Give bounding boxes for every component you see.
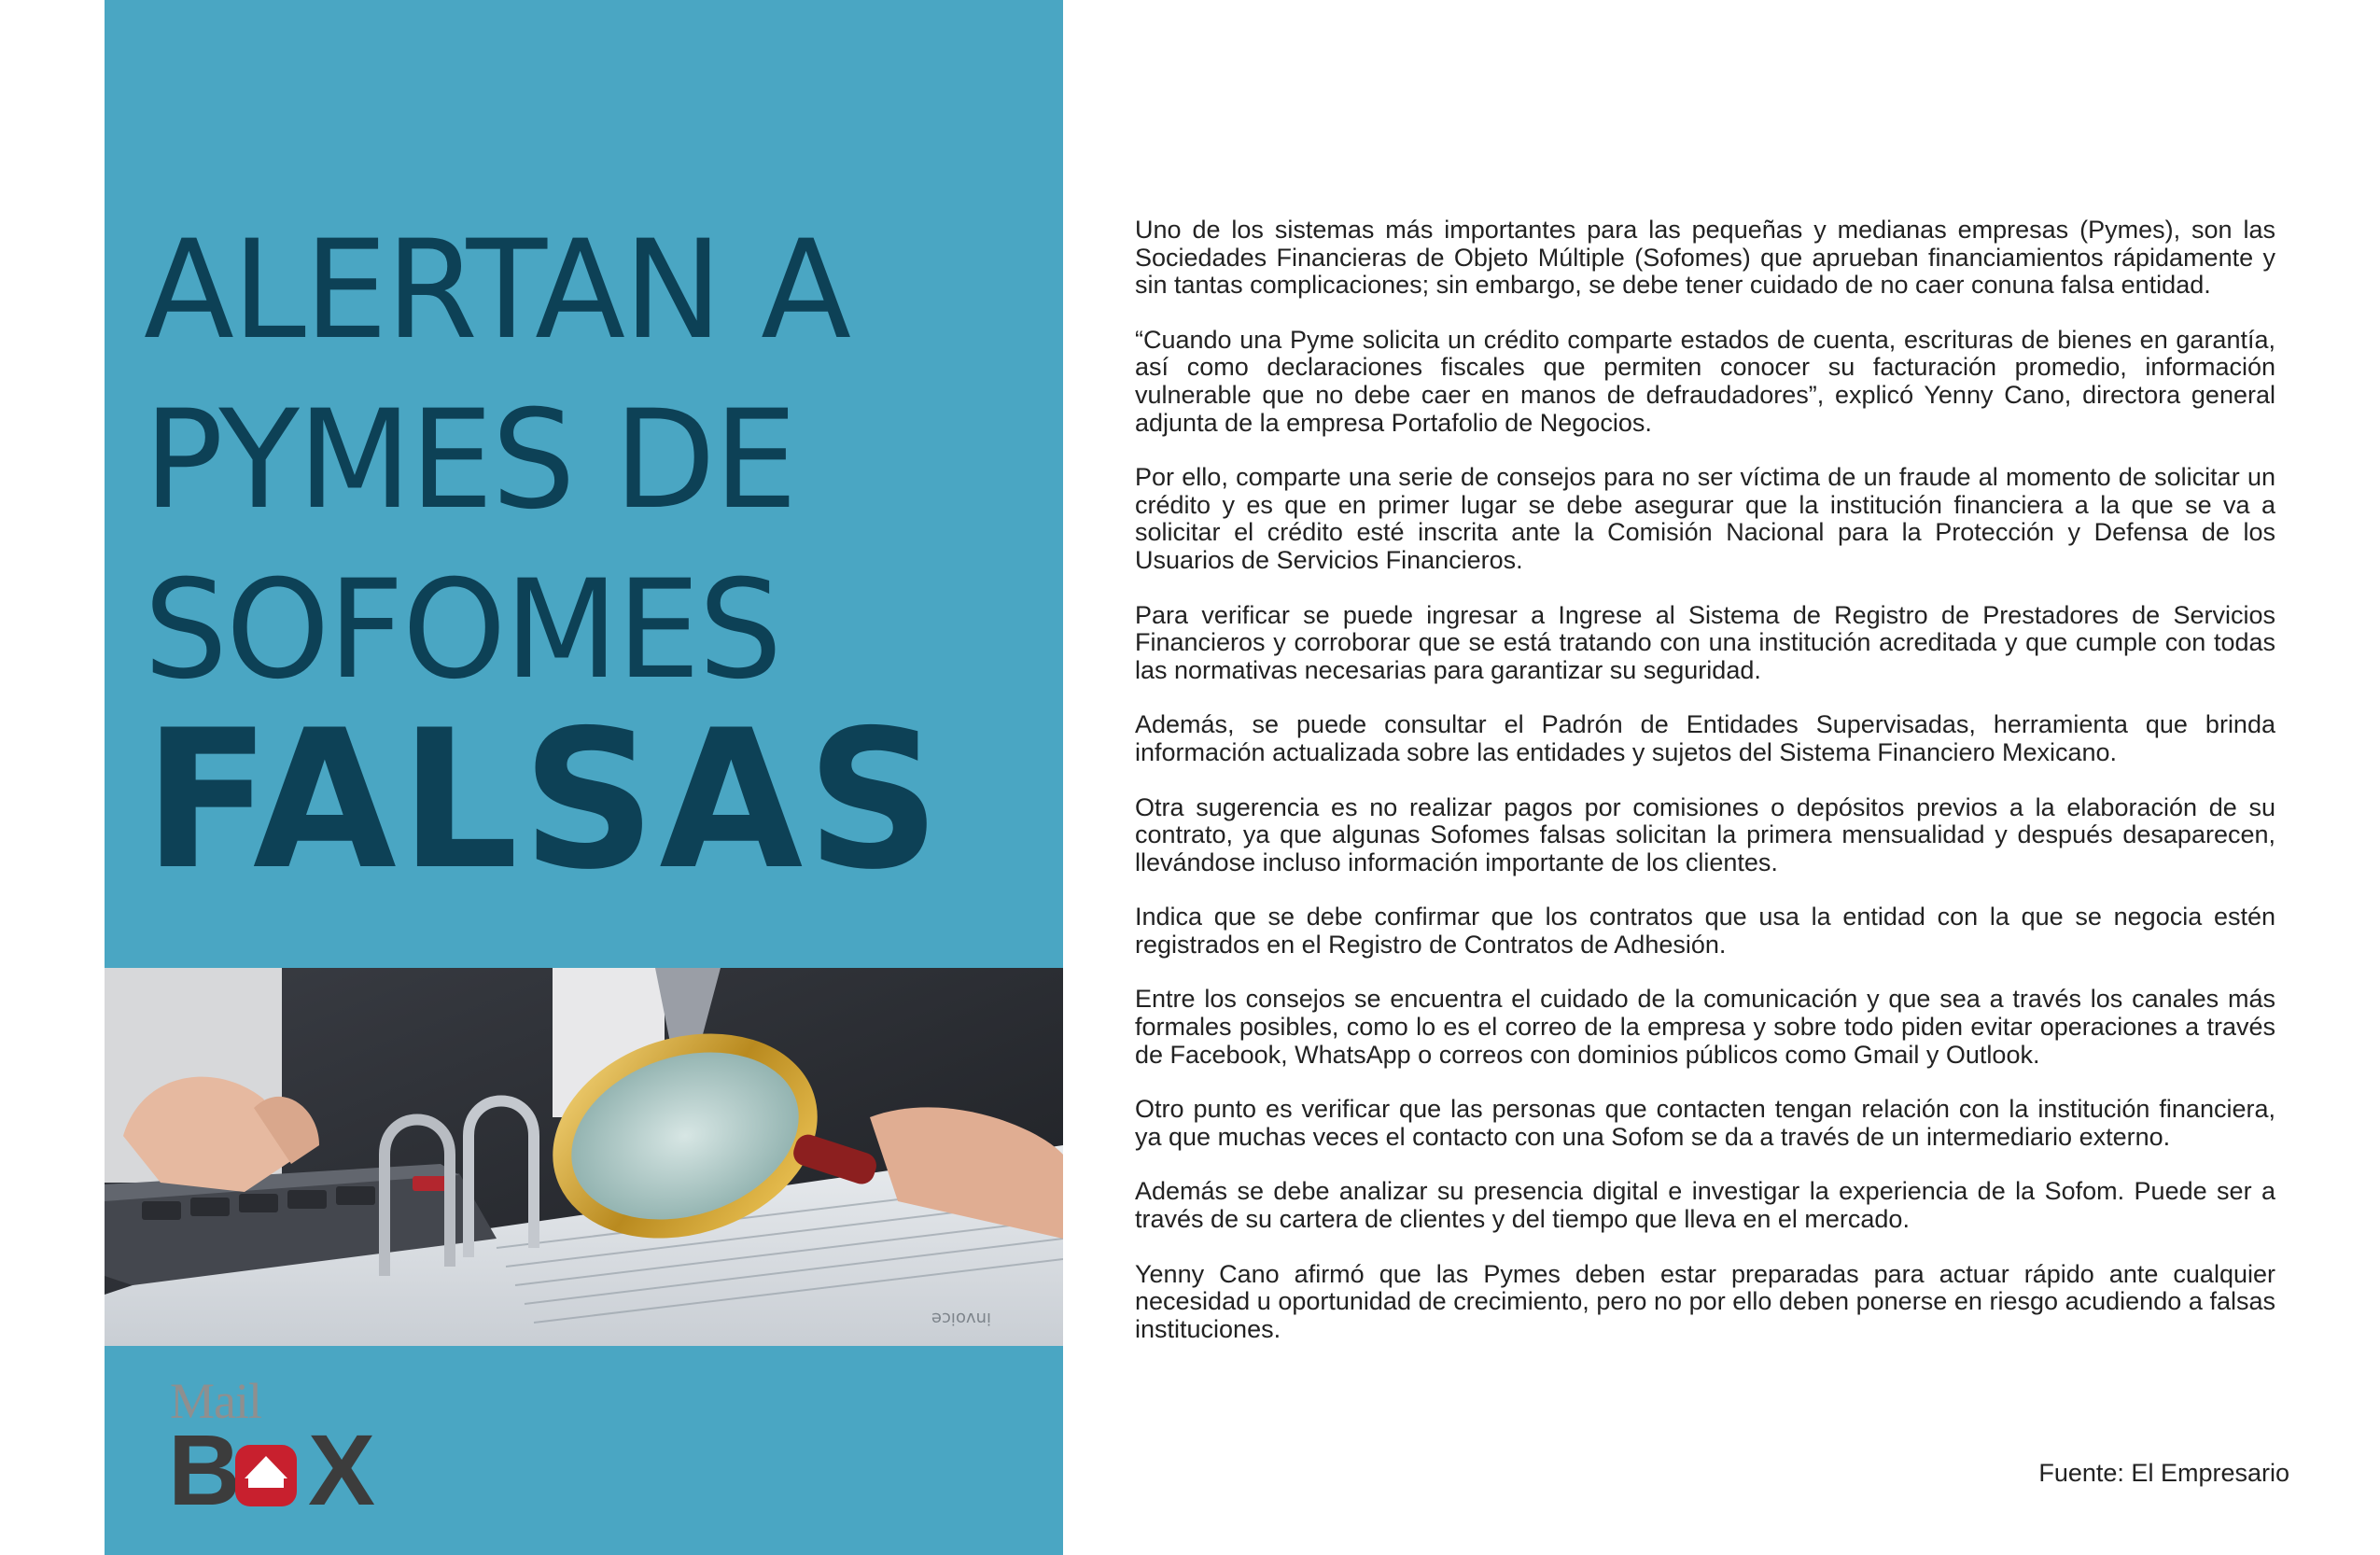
article-paragraph-7: Indica que se debe confirmar que los contratos que usa la entidad con la que se negocia estén registrados en el Registro de Contratos de Adhesión. xyxy=(1135,903,2275,959)
article-paragraph-10: Además se debe analizar su presencia digital e investigar la experiencia de la Sofom. Puede ser a través de su cartera de clientes y del tiempo que lleva en el mercado. xyxy=(1135,1177,2275,1234)
headline-line-3: SOFOMES xyxy=(144,551,781,709)
source-credit: Fuente: El Empresario xyxy=(2038,1459,2289,1487)
cover-panel xyxy=(105,0,1063,1555)
article-paragraph-2: “Cuando una Pyme solicita un crédito comparte estados de cuenta, escrituras de bienes en garantía, así como declaraciones fiscales que permiten conocer su facturación promedio, información vulnerable que no debe caer en manos de defraudadores”, explicó Yenny Cano, directora general adjunta de la empresa Portafolio de Negocios. xyxy=(1135,325,2275,437)
invoice-label: invoice xyxy=(931,1309,991,1328)
headline-line-2: PYMES DE xyxy=(144,381,796,539)
headline xyxy=(144,205,1030,912)
cover-photo xyxy=(105,968,1063,1346)
magnifier-documents-photo xyxy=(105,968,1063,1346)
article-paragraph-11: Yenny Cano afirmó que las Pymes deben estar preparadas para actuar rápido ante cualquier necesidad u oportunidad de crecimiento, pero no por ello deben ponerse en riesgo acudiendo a falsas instituciones. xyxy=(1135,1259,2275,1343)
article-paragraph-9: Otro punto es verificar que las personas que contacten tengan relación con la institución financiera, ya que muchas veces el contacto con una Sofom se da a través de un intermediario externo. xyxy=(1135,1095,2275,1151)
logo-box-x: X xyxy=(308,1413,371,1526)
logo-mail-text: Mail xyxy=(170,1373,261,1429)
headline-line-1: ALERTAN A xyxy=(144,211,850,370)
article-paragraph-1: Uno de los sistemas más importantes para las pequeñas y medianas empresas (Pymes), son las Sociedades Financieras de Objeto Múltiple (Sofomes) que aprueban financiamientos rápidamente y sin tantas complicaciones; sin embargo, se debe tener cuidado de no caer conuna falsa entidad. xyxy=(1135,216,2275,300)
article-paragraph-3: Por ello, comparte una serie de consejos para no ser víctima de un fraude al momento de solicitar un crédito y es que en primer lugar se debe asegurar que la institución financiera a la que se va a solicitar el crédito esté inscrita ante la Comisión Nacional para la Protección y Defensa de los Usuarios de Servicios Financieros. xyxy=(1135,463,2275,574)
logo-box-b: B xyxy=(168,1413,235,1526)
mailbox-logo xyxy=(168,1372,383,1526)
article-body xyxy=(1135,217,2275,1370)
article-paragraph-6: Otra sugerencia es no realizar pagos por comisiones o depósitos previos a la elaboración de su contrato, ya que algunas Sofomes falsas solicitan la primera mensualidad y después desaparecen, llevándose incluso información importante de los clientes. xyxy=(1135,792,2275,876)
article-paragraph-5: Además, se puede consultar el Padrón de Entidades Supervisadas, herramienta que brinda información actualizada sobre las entidades y sujetos del Sistema Financiero Mexicano. xyxy=(1135,710,2275,766)
article-paragraph-4: Para verificar se puede ingresar a Ingrese al Sistema de Registro de Prestadores de Servicios Financieros y corroborar que se está tratando con una institución acreditada y que cumple con todas las normativas necesarias para garantizar su seguridad. xyxy=(1135,600,2275,684)
mailbox-house-icon xyxy=(233,1437,299,1510)
article-paragraph-8: Entre los consejos se encuentra el cuidado de la comunicación y que sea a través los canales más formales posibles, como lo es el correo de la empresa y sobre todo piden evitar operaciones a través de Facebook, WhatsApp o correos con dominios públicos como Gmail y Outlook. xyxy=(1135,985,2275,1069)
headline-line-4: FALSAS xyxy=(144,690,945,912)
